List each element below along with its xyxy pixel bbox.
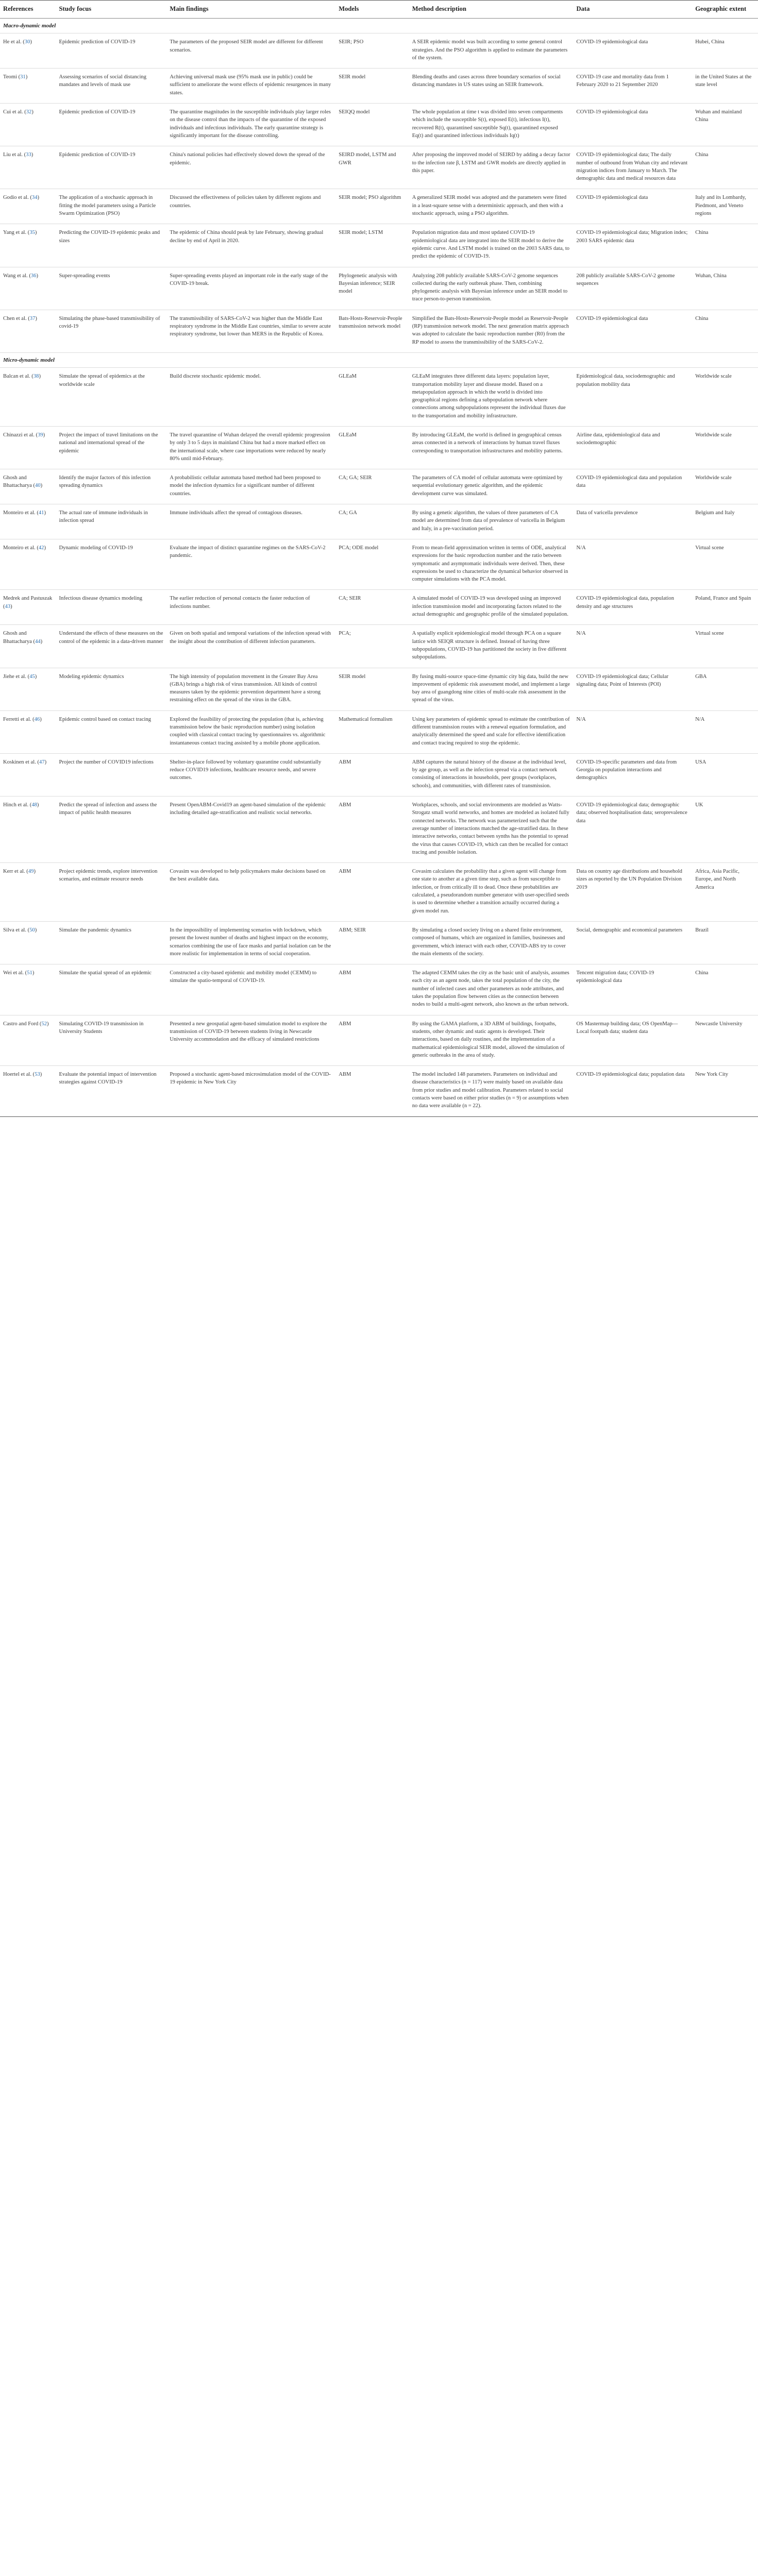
literature-table xyxy=(0,0,758,1117)
study-focus-cell: The actual rate of immune individuals in infection spread xyxy=(56,504,167,539)
data-cell: COVID-19 epidemiological data; population data xyxy=(574,1066,693,1116)
author: Wei et al. xyxy=(3,970,24,976)
table-row xyxy=(0,1066,758,1116)
study-focus-cell: Infectious disease dynamics modeling xyxy=(56,590,167,625)
data-cell: OS Mastermap building data; OS OpenMap—Local footpath data; student data xyxy=(574,1015,693,1065)
main-findings-cell: The epidemic of China should peak by late February, showing gradual decline by end of April in 2020. xyxy=(166,224,335,267)
author: Wang et al. xyxy=(3,273,28,279)
main-findings-cell: Shelter-in-place followed by voluntary quarantine could substantially reduce COVID19 infections, healthcare resource needs, and severe outcomes. xyxy=(166,753,335,796)
table-body xyxy=(0,19,758,1117)
reference-cell: He et al. (30) xyxy=(0,33,56,69)
citation-link[interactable]: 32 xyxy=(26,109,32,115)
main-findings-cell: The earlier reduction of personal contacts the faster reduction of infections number. xyxy=(166,590,335,625)
data-cell: N/A xyxy=(574,539,693,589)
citation-link[interactable]: 41 xyxy=(38,510,44,516)
method-description-cell: A generalized SEIR model was adopted and the parameters were fitted in a least-square sense with a deterministic approach, and then with a stochastic approach, using a PSO algorithm. xyxy=(409,189,574,224)
method-description-cell: A SEIR epidemic model was built according to some general control strategies. And the PSO algorithm is applied to estimate the parameters of the system. xyxy=(409,33,574,69)
study-focus-cell: Dynamic modeling of COVID-19 xyxy=(56,539,167,589)
reference-cell: Hinch et al. (48) xyxy=(0,796,56,863)
method-description-cell: By simulating a closed society living on a shared finite environment, composed of humans, which are organized in families, businesses and government, which interact with each other, COVID-ABS try to cover the main elements of the society. xyxy=(409,921,574,964)
study-focus-cell: Identify the major factors of this infection spreading dynamics xyxy=(56,469,167,504)
method-description-cell: Blending deaths and cases across three boundary scenarios of social distancing mandates in US states using an SEIR framework. xyxy=(409,69,574,104)
models-cell: ABM xyxy=(335,964,409,1015)
models-cell: SEIR model; LSTM xyxy=(335,224,409,267)
geographic-extent-cell: Poland, France and Spain xyxy=(692,590,758,625)
citation-link[interactable]: 33 xyxy=(26,152,31,158)
citation-link[interactable]: 30 xyxy=(24,39,30,45)
section-row xyxy=(0,19,758,33)
section-row xyxy=(0,352,758,367)
models-cell: CA; GA; SEIR xyxy=(335,469,409,504)
author: Hoertel et al. xyxy=(3,1072,32,1078)
data-cell: COVID-19 epidemiological data, population density and age structures xyxy=(574,590,693,625)
data-cell: COVID-19 epidemiological data xyxy=(574,310,693,352)
author: Liu et al. xyxy=(3,152,23,158)
method-description-cell: Covasim calculates the probability that a given agent will change from one state to another at a given time step, such as from susceptible to infection, or from critically ill to dead. Once these probabilities are calculated, a pseudorandom number generator with user-specified seeds is used to determine whether a transition actually occurred during a given model run. xyxy=(409,863,574,922)
author: Ghosh and Bhattacharya xyxy=(3,631,32,645)
method-description-cell: A spatially explicit epidemiological model through PCA on a square lattice with SEIQR structure is defined. Instead of having three subpopulations, COVID-19 has partitioned the society in five different subpopulations. xyxy=(409,625,574,668)
table-row xyxy=(0,668,758,710)
study-focus-cell: Epidemic prediction of COVID-19 xyxy=(56,33,167,69)
geographic-extent-cell: New York City xyxy=(692,1066,758,1116)
models-cell: ABM xyxy=(335,863,409,922)
main-findings-cell: Presented a new geospatial agent-based simulation model to explore the transmission of COVID-19 between students living in Newcastle University accommodation and the efficacy of simulated restrictions xyxy=(166,1015,335,1065)
main-findings-cell: Evaluate the impact of distinct quarantine regimes on the SARS-CoV-2 pandemic. xyxy=(166,539,335,589)
author: Chen et al. xyxy=(3,315,27,321)
study-focus-cell: Epidemic prediction of COVID-19 xyxy=(56,104,167,146)
table-row xyxy=(0,469,758,504)
header-study-focus: Study focus xyxy=(56,1,167,19)
models-cell: CA; SEIR xyxy=(335,590,409,625)
models-cell: ABM; SEIR xyxy=(335,921,409,964)
data-cell: Tencent migration data; COVID-19 epidemiological data xyxy=(574,964,693,1015)
table-row xyxy=(0,69,758,104)
geographic-extent-cell: Wuhan, China xyxy=(692,267,758,310)
method-description-cell: After proposing the improved model of SEIRD by adding a decay factor to the infection rate β, LSTM and GWR models are directly applied in this paper. xyxy=(409,146,574,189)
table-row xyxy=(0,964,758,1015)
reference-cell: Medrek and Pastuszak (43) xyxy=(0,590,56,625)
reference-cell: Wang et al. (36) xyxy=(0,267,56,310)
citation-link[interactable]: 46 xyxy=(34,716,40,722)
reference-cell: Silva et al. (50) xyxy=(0,921,56,964)
reference-cell: Yang et al. (35) xyxy=(0,224,56,267)
data-cell: COVID-19 epidemiological data; The daily number of outbound from Wuhan city and relevant migration indices from January to March. The demographic data and medical resources data xyxy=(574,146,693,189)
method-description-cell: Using key parameters of epidemic spread to estimate the contribution of different transmission routes with a renewal equation formulation, and analytically determined the speed and scale for effective identification and contact tracing required to stop the epidemic. xyxy=(409,710,574,753)
table-row xyxy=(0,146,758,189)
reference-cell: Ferretti et al. (46) xyxy=(0,710,56,753)
study-focus-cell: Simulate the spatial spread of an epidemic xyxy=(56,964,167,1015)
geographic-extent-cell: Worldwide scale xyxy=(692,368,758,427)
data-cell: COVID-19 case and mortality data from 1 February 2020 to 21 September 2020 xyxy=(574,69,693,104)
table-row xyxy=(0,368,758,427)
models-cell: CA; GA xyxy=(335,504,409,539)
author: Medrek and Pastuszak xyxy=(3,596,53,602)
table-row xyxy=(0,625,758,668)
citation-link[interactable]: 48 xyxy=(31,802,37,808)
main-findings-cell: Proposed a stochastic agent-based microsimulation model of the COVID-19 epidemic in New York City xyxy=(166,1066,335,1116)
reference-cell: Monteiro et al. (42) xyxy=(0,539,56,589)
table-row xyxy=(0,710,758,753)
models-cell: ABM xyxy=(335,753,409,796)
data-cell: N/A xyxy=(574,710,693,753)
data-cell: Data of varicella prevalence xyxy=(574,504,693,539)
geographic-extent-cell: China xyxy=(692,224,758,267)
author: Monteiro et al. xyxy=(3,510,36,516)
header-main-findings: Main findings xyxy=(166,1,335,19)
citation-link[interactable]: 49 xyxy=(28,869,34,875)
main-findings-cell: Covasim was developed to help policymakers make decisions based on the best available data. xyxy=(166,863,335,922)
main-findings-cell: Discussed the effectiveness of policies taken by different regions and countries. xyxy=(166,189,335,224)
data-cell: COVID-19 epidemiological data; Migration index; 2003 SARS epidemic data xyxy=(574,224,693,267)
models-cell: SEIR model xyxy=(335,668,409,710)
section-title: Macro-dynamic model xyxy=(0,19,758,33)
geographic-extent-cell: Italy and its Lombardy, Piedmont, and Veneto regions xyxy=(692,189,758,224)
reference-cell: Koskinen et al. (47) xyxy=(0,753,56,796)
main-findings-cell: Build discrete stochastic epidemic model. xyxy=(166,368,335,427)
data-cell: N/A xyxy=(574,625,693,668)
citation-link[interactable]: 50 xyxy=(29,927,35,933)
header-models: Models xyxy=(335,1,409,19)
citation-link[interactable]: 42 xyxy=(38,545,44,551)
models-cell: ABM xyxy=(335,1015,409,1065)
author: Cui et al. xyxy=(3,109,23,115)
geographic-extent-cell: China xyxy=(692,146,758,189)
models-cell: SEIR; PSO xyxy=(335,33,409,69)
reference-cell: Cui et al. (32) xyxy=(0,104,56,146)
study-focus-cell: Simulate the pandemic dynamics xyxy=(56,921,167,964)
table-row xyxy=(0,104,758,146)
data-cell: COVID-19 epidemiological data xyxy=(574,33,693,69)
main-findings-cell: The quarantine magnitudes in the susceptible individuals play larger roles on the disease control than the impacts of the quarantine of the exposed individuals and infectious individuals. The early quarantine strategy is significantly important for the disease controlling. xyxy=(166,104,335,146)
reference-cell: Ghosh and Bhattacharya (40) xyxy=(0,469,56,504)
table-row xyxy=(0,1015,758,1065)
citation-link[interactable]: 43 xyxy=(5,603,11,609)
reference-cell: Hoertel et al. (53) xyxy=(0,1066,56,1116)
citation-link[interactable]: 40 xyxy=(35,483,41,489)
main-findings-cell: Immune individuals affect the spread of contagious diseases. xyxy=(166,504,335,539)
models-cell: ABM xyxy=(335,1066,409,1116)
data-cell: COVID-19 epidemiological data; demographic data; observed hospitalisation data; seroprevalence data xyxy=(574,796,693,863)
models-cell: SEIRD model, LSTM and GWR xyxy=(335,146,409,189)
header-method-description: Method description xyxy=(409,1,574,19)
citation-link[interactable]: 53 xyxy=(35,1072,40,1078)
author: Balcan et al. xyxy=(3,374,30,380)
models-cell: SEIR model; PSO algorithm xyxy=(335,189,409,224)
method-description-cell: From to mean-field approximation written in terms of ODE, analytical expressions for the basic reproduction number and the ratio between symptomatic and asymptomatic individuals were derived. Then, these expressions be used to characterize the dynamical behavior observed in computer simulations with the PCA model. xyxy=(409,539,574,589)
data-cell: Data on country age distributions and household sizes as reported by the UN Population Division 2019 xyxy=(574,863,693,922)
author: Teomi xyxy=(3,74,17,80)
header-geographic-extent: Geographic extent xyxy=(692,1,758,19)
geographic-extent-cell: N/A xyxy=(692,710,758,753)
study-focus-cell: Epidemic control based on contact tracing xyxy=(56,710,167,753)
data-cell: 208 publicly available SARS-CoV-2 genome sequences xyxy=(574,267,693,310)
author: He et al. xyxy=(3,39,22,45)
table-row xyxy=(0,539,758,589)
citation-link[interactable]: 35 xyxy=(29,230,35,236)
table-row xyxy=(0,426,758,469)
main-findings-cell: Explored the feasibility of protecting the population (that is, achieving transmission below the basic reproduction number) using isolation coupled with classical contact tracing by questionnaires vs. algorithmic instantaneous contact tracing assisted by a mobile phone application. xyxy=(166,710,335,753)
geographic-extent-cell: Belgium and Italy xyxy=(692,504,758,539)
table-row xyxy=(0,267,758,310)
main-findings-cell: Achieving universal mask use (95% mask use in public) could be sufficient to ameliorate the worst effects of epidemic resurgences in many states. xyxy=(166,69,335,104)
method-description-cell: The whole population at time t was divided into seven compartments which include the susceptible S(t), exposed E(t), infectious I(t), recovered R(t), quarantined susceptible Sq(t), quarantined exposed Eq(t) and quarantined infectious individuals Iq(t) xyxy=(409,104,574,146)
citation-link[interactable]: 34 xyxy=(31,195,38,201)
main-findings-cell: China's national policies had effectively slowed down the spread of the epidemic. xyxy=(166,146,335,189)
citation-link[interactable]: 36 xyxy=(30,273,37,279)
author: Koskinen et al. xyxy=(3,759,36,765)
main-findings-cell: The travel quarantine of Wuhan delayed the overall epidemic progression by only 3 to 5 days in mainland China but had a more marked effect on the international scale, where case importations were reduced by nearly 80% until mid-February. xyxy=(166,426,335,469)
models-cell: Mathematical formalism xyxy=(335,710,409,753)
reference-cell: Kerr et al. (49) xyxy=(0,863,56,922)
method-description-cell: The adapted CEMM takes the city as the basic unit of analysis, assumes each city as an agent node, takes the total population of the city, the number of infected cases and other parameters as node attributes, and takes the population flow between cities as the connection between nodes to build a multi-agent network, also known as the urban network. xyxy=(409,964,574,1015)
reference-cell: Godio et al. (34) xyxy=(0,189,56,224)
method-description-cell: By introducing GLEaM, the world is defined in geographical census areas connected in a network of interactions by human travel fluxes corresponding to transportation infrastructures and mobility patterns. xyxy=(409,426,574,469)
author: Hinch et al. xyxy=(3,802,29,808)
data-cell: COVID-19 epidemiological data and population data xyxy=(574,469,693,504)
main-findings-cell: Super-spreading events played an important role in the early stage of the COVID-19 break. xyxy=(166,267,335,310)
study-focus-cell: Epidemic prediction of COVID-19 xyxy=(56,146,167,189)
table-header xyxy=(0,1,758,19)
reference-cell: Monteiro et al. (41) xyxy=(0,504,56,539)
table-row xyxy=(0,590,758,625)
citation-link[interactable]: 37 xyxy=(29,315,36,321)
models-cell: Phylogenetic analysis with Bayesian inference; SEIR model xyxy=(335,267,409,310)
table-row xyxy=(0,189,758,224)
table-row xyxy=(0,796,758,863)
table-row xyxy=(0,310,758,352)
main-findings-cell: Present OpenABM-Covid19 an agent-based simulation of the epidemic including detailed age-stratification and realistic social networks. xyxy=(166,796,335,863)
study-focus-cell: Simulating COVID-19 transmission in University Students xyxy=(56,1015,167,1065)
author: Monteiro et al. xyxy=(3,545,36,551)
table-row xyxy=(0,863,758,922)
study-focus-cell: Simulate the spread of epidemics at the worldwide scale xyxy=(56,368,167,427)
citation-link[interactable]: 45 xyxy=(29,673,35,680)
table-row xyxy=(0,753,758,796)
data-cell: COVID-19 epidemiological data; Cellular signaling data; Point of Interests (POI) xyxy=(574,668,693,710)
method-description-cell: By fusing multi-source space-time dynamic city big data, build the new improvement of epidemic risk assessment model, and implement a large bay area of guangdong nine cities of multi-scale risk assessment in the spread of the virus. xyxy=(409,668,574,710)
data-cell: COVID-19-specific parameters and data from Georgia on population interactions and demographics xyxy=(574,753,693,796)
models-cell: PCA; xyxy=(335,625,409,668)
method-description-cell: Workplaces, schools, and social environments are modeled as Watts-Strogatz small world networks, and homes are modeled as isolated fully connected networks. The network was parameterized such that the average number of interactions matched the age-stratified data. In these interactive networks, contact between synths has the potential to spread the virus that causes COVID-19, which can then be recalled for contact tracing and possible isolation. xyxy=(409,796,574,863)
main-findings-cell: Constructed a city-based epidemic and mobility model (CEMM) to simulate the spatio-temporal of COVID-19. xyxy=(166,964,335,1015)
table-row xyxy=(0,504,758,539)
main-findings-cell: The parameters of the proposed SEIR model are different for different scenarios. xyxy=(166,33,335,69)
author: Ghosh and Bhattacharya xyxy=(3,475,32,489)
author: Godio et al. xyxy=(3,195,29,201)
method-description-cell: By using the GAMA platform, a 3D ABM of buildings, footpaths, students, other dynamic and static agents is developed. Their interactions, based on daily routines, and the implementation of a mathematical epidemiological SEIR model, allowed the simulation of generic outbreaks in the area of study. xyxy=(409,1015,574,1065)
method-description-cell: Simplified the Bats-Hosts-Reservoir-People model as Reservoir-People (RP) transmission network model. The next generation matrix approach was adopted to calculate the basic reproduction number (R0) from the RP model to assess the transmissibility of the SARS-CoV-2. xyxy=(409,310,574,352)
data-cell: Social, demographic and economical parameters xyxy=(574,921,693,964)
geographic-extent-cell: UK xyxy=(692,796,758,863)
header-references: References xyxy=(0,1,56,19)
author: Yang et al. xyxy=(3,230,27,236)
method-description-cell: Analyzing 208 publicly available SARS-CoV-2 genome sequences collected during the early outbreak phase. Then, combining phylogenetic analysis with Bayesian inference under an SEIR model to trace person-to-person transmission. xyxy=(409,267,574,310)
method-description-cell: The model included 148 parameters. Parameters on individual and disease characteristics (n = 117) were mainly based on available data from prior studies and model calibration. Parameters related to social contacts were based on either prior studies (n = 9) or assumptions when no data were available (n = 22). xyxy=(409,1066,574,1116)
models-cell: SEIR model xyxy=(335,69,409,104)
study-focus-cell: Assessing scenarios of social distancing mandates and levels of mask use xyxy=(56,69,167,104)
study-focus-cell: Project the impact of travel limitations on the national and international spread of the epidemic xyxy=(56,426,167,469)
table-row xyxy=(0,224,758,267)
reference-cell: Liu et al. (33) xyxy=(0,146,56,189)
models-cell: ABM xyxy=(335,796,409,863)
main-findings-cell: Given on both spatial and temporal variations of the infection spread with the insight about the contribution of different infection parameters. xyxy=(166,625,335,668)
data-cell: Airline data, epidemiological data and sociodemographic xyxy=(574,426,693,469)
table-row xyxy=(0,921,758,964)
geographic-extent-cell: China xyxy=(692,310,758,352)
method-description-cell: ABM captures the natural history of the disease at the individual level, by age group, as well as the infection spread via a contact network consisting of interactions in households, peer groups (workplaces, schools), and communities, with different rates of transmission. xyxy=(409,753,574,796)
geographic-extent-cell: USA xyxy=(692,753,758,796)
geographic-extent-cell: in the United States at the state level xyxy=(692,69,758,104)
geographic-extent-cell: Wuhan and mainland China xyxy=(692,104,758,146)
citation-link[interactable]: 47 xyxy=(39,759,45,765)
study-focus-cell: Evaluate the potential impact of intervention strategies against COVID-19 xyxy=(56,1066,167,1116)
study-focus-cell: Modeling epidemic dynamics xyxy=(56,668,167,710)
reference-cell: Balcan et al. (38) xyxy=(0,368,56,427)
citation-link[interactable]: 38 xyxy=(33,374,39,380)
reference-cell: Jiehe et al. (45) xyxy=(0,668,56,710)
table-row xyxy=(0,33,758,69)
models-cell: Bats-Hosts-Reservoir-People transmission network model xyxy=(335,310,409,352)
header-data: Data xyxy=(574,1,693,19)
study-focus-cell: Simulating the phase-based transmissibility of covid-19 xyxy=(56,310,167,352)
models-cell: PCA; ODE model xyxy=(335,539,409,589)
citation-link[interactable]: 52 xyxy=(41,1021,47,1027)
geographic-extent-cell: Hubei, China xyxy=(692,33,758,69)
section-title: Micro-dynamic model xyxy=(0,352,758,367)
author: Castro and Ford xyxy=(3,1021,39,1027)
method-description-cell: GLEaM integrates three different data layers: population layer, transportation mobility layer and disease model. Based on a metapopulation approach in which the world is divided into geographical regions defining a subpopulation network where connections among subpopulations represent the individual fluxes due to the transportation and mobility infrastructure. xyxy=(409,368,574,427)
study-focus-cell: Understand the effects of these measures on the control of the epidemic in a data-driven manner xyxy=(56,625,167,668)
main-findings-cell: A probabilistic cellular automata based method had been proposed to model the infection dynamics for a significant number of different countries. xyxy=(166,469,335,504)
main-findings-cell: The transmissibility of SARS-CoV-2 was higher than the Middle East respiratory syndrome in the Middle East countries, similar to severe acute respiratory syndrome, but lower than MERS in the Republic of Korea. xyxy=(166,310,335,352)
reference-cell: Wei et al. (51) xyxy=(0,964,56,1015)
author: Jiehe et al. xyxy=(3,673,27,680)
geographic-extent-cell: Africa, Asia Pacific, Europe, and North America xyxy=(692,863,758,922)
geographic-extent-cell: Virtual scene xyxy=(692,539,758,589)
main-findings-cell: The high intensity of population movement in the Greater Bay Area (GBA) brings a high risk of virus transmission. All kinds of control measures taken by the epidemic prevention department have a strong restraining effect on the spread of the virus in the GBA. xyxy=(166,668,335,710)
models-cell: SEIQQ model xyxy=(335,104,409,146)
reference-cell: Chen et al. (37) xyxy=(0,310,56,352)
study-focus-cell: Predict the spread of infection and assess the impact of public health measures xyxy=(56,796,167,863)
data-cell: COVID-19 epidemiological data xyxy=(574,104,693,146)
method-description-cell: By using a genetic algorithm, the values of three parameters of CA model are determined from data of prevalence of varicella in Belgium and Italy, in a pre-vaccination period. xyxy=(409,504,574,539)
author: Ferretti et al. xyxy=(3,716,31,722)
method-description-cell: Population migration data and most updated COVID-19 epidemiological data are integrated into the SEIR model to derive the epidemic curve. And LSTM model is trained on the 2003 SARS data, to predict the epidemic of COVID-19. xyxy=(409,224,574,267)
reference-cell: Castro and Ford (52) xyxy=(0,1015,56,1065)
study-focus-cell: Predicting the COVID-19 epidemic peaks and sizes xyxy=(56,224,167,267)
author: Silva et al. xyxy=(3,927,27,933)
geographic-extent-cell: Virtual scene xyxy=(692,625,758,668)
author: Kerr et al. xyxy=(3,869,25,875)
citation-link[interactable]: 31 xyxy=(20,74,26,80)
models-cell: GLEaM xyxy=(335,426,409,469)
citation-link[interactable]: 44 xyxy=(35,638,41,645)
main-findings-cell: In the impossibility of implementing scenarios with lockdown, which present the lowest number of deaths and highest impact on the economy, scenarios combining the use of face masks and partial isolation can be the more realistic for implementation in terms of social cooperation. xyxy=(166,921,335,964)
study-focus-cell: Project the number of COVID19 infections xyxy=(56,753,167,796)
reference-cell: Ghosh and Bhattacharya (44) xyxy=(0,625,56,668)
geographic-extent-cell: Brazil xyxy=(692,921,758,964)
author: Chinazzi et al. xyxy=(3,432,35,438)
geographic-extent-cell: GBA xyxy=(692,668,758,710)
geographic-extent-cell: Worldwide scale xyxy=(692,426,758,469)
reference-cell: Teomi (31) xyxy=(0,69,56,104)
study-focus-cell: The application of a stochastic approach in fitting the model parameters using a Particle Swarm Optimization (PSO) xyxy=(56,189,167,224)
geographic-extent-cell: China xyxy=(692,964,758,1015)
study-focus-cell: Project epidemic trends, explore intervention scenarios, and estimate resource needs xyxy=(56,863,167,922)
models-cell: GLEaM xyxy=(335,368,409,427)
geographic-extent-cell: Worldwide scale xyxy=(692,469,758,504)
citation-link[interactable]: 39 xyxy=(38,432,43,438)
data-cell: Epidemiological data, sociodemographic and population mobility data xyxy=(574,368,693,427)
method-description-cell: A simulated model of COVID-19 was developed using an improved infection transmission model and incorporating factors related to the actual demographic and geographic profile of the simulated population. xyxy=(409,590,574,625)
method-description-cell: The parameters of CA model of cellular automata were optimized by sequential evolutionary genetic algorithm, and the epidemic development curve was simulated. xyxy=(409,469,574,504)
study-focus-cell: Super-spreading events xyxy=(56,267,167,310)
reference-cell: Chinazzi et al. (39) xyxy=(0,426,56,469)
citation-link[interactable]: 51 xyxy=(27,970,32,976)
data-cell: COVID-19 epidemiological data xyxy=(574,189,693,224)
geographic-extent-cell: Newcastle University xyxy=(692,1015,758,1065)
